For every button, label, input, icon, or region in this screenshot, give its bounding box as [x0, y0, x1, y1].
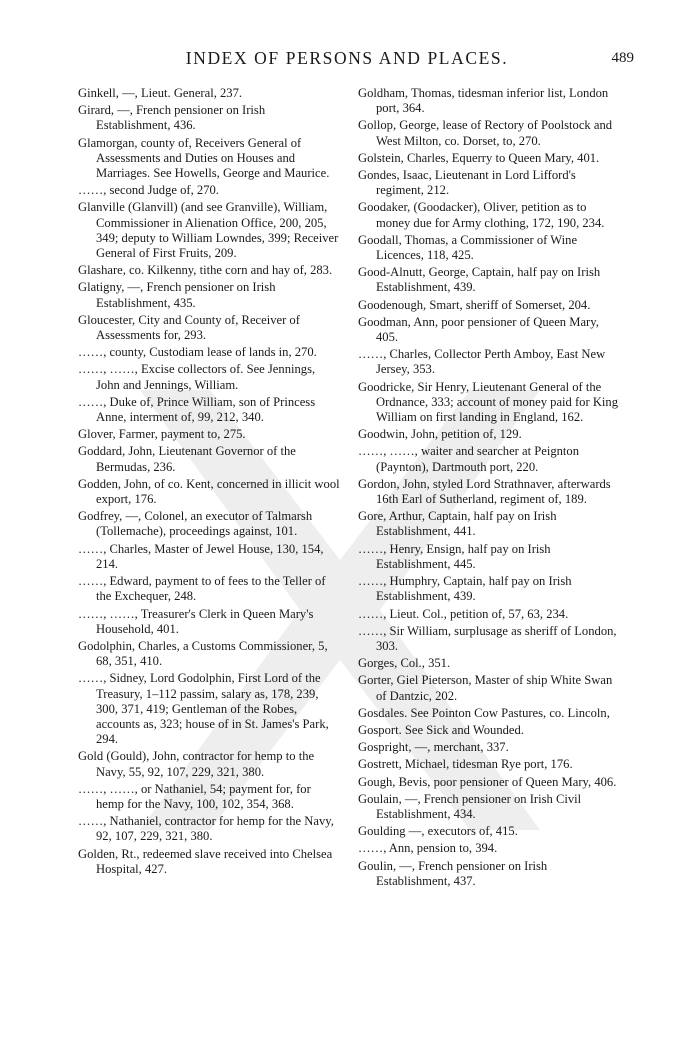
index-entry: Gosport. See Sick and Wounded. — [358, 722, 524, 737]
index-entry: Gough, Bevis, poor pensioner of Queen Mary, 406. — [358, 774, 617, 789]
index-entry: ……, Sidney, Lord Godolphin, First Lord of the Treasury, 1–112 passim, salary as, 178, 239, 300, 371, 419; Gentleman of the Robes, accounts as, 323; house of in St. James's Park, 294. — [78, 671, 329, 747]
page-number: 489 — [611, 50, 634, 66]
index-entry: Goulding —, executors of, 415. — [358, 824, 518, 839]
index-entry: Girard, —, French pensioner on Irish Establishment, 436. — [78, 103, 266, 133]
index-entry: ……, Lieut. Col., petition of, 57, 63, 234. — [358, 606, 569, 621]
index-entry: ……, Nathaniel, contractor for hemp for the Navy, 92, 107, 229, 321, 380. — [78, 814, 334, 844]
index-entry: Golstein, Charles, Equerry to Queen Mary, 401. — [358, 150, 600, 165]
index-entry: Golden, Rt., redeemed slave received into Chelsea Hospital, 427. — [78, 846, 333, 876]
index-entry: ……, county, Custodiam lease of lands in, 270. — [78, 345, 317, 360]
index-entry: Gordon, John, styled Lord Strathnaver, afterwards 16th Earl of Sutherland, regiment of, 189. — [358, 476, 611, 507]
running-title: INDEX OF PERSONS AND PLACES. — [185, 48, 509, 68]
index-entry: Glamorgan, county of, Receivers General of Assessments and Duties on Houses and Marriages. See Howells, George and Maurice. — [78, 135, 330, 181]
index-entry: ……, Edward, payment to of fees to the Teller of the Exchequer, 248. — [78, 574, 326, 604]
index-entry: Goodman, Ann, poor pensioner of Queen Mary, 405. — [358, 314, 599, 345]
index-entry: ……, ……, waiter and searcher at Peignton (Paynton), Dartmouth port, 220. — [358, 444, 580, 474]
index-entry: Goldham, Thomas, tidesman inferior list, London port, 364. — [358, 86, 609, 116]
index-entry: Gloucester, City and County of, Receiver of Assessments for, 293. — [78, 312, 300, 343]
index-entry: Glatigny, —, French pensioner on Irish Establishment, 435. — [78, 280, 276, 310]
index-entry: Gorter, Giel Pieterson, Master of ship White Swan of Dantzic, 202. — [358, 673, 613, 703]
index-entry: Gosdales. See Pointon Cow Pastures, co. Lincoln, — [358, 705, 610, 720]
index-entry: Goodall, Thomas, a Commissioner of Wine Licences, 118, 425. — [358, 232, 578, 263]
index-entry: ……, Charles, Master of Jewel House, 130, 154, 214. — [78, 541, 324, 571]
index-entry: Goddard, John, Lieutenant Governor of the Bermudas, 236. — [78, 444, 296, 474]
index-entry: Goulain, —, French pensioner on Irish Civil Establishment, 434. — [358, 791, 582, 821]
index-entry: ……, ……, or Nathaniel, 54; payment for, for hemp for the Navy, 100, 102, 354, 368. — [78, 781, 311, 811]
index-entry: Godolphin, Charles, a Customs Commissioner, 5, 68, 351, 410. — [78, 638, 328, 669]
index-entry: Gore, Arthur, Captain, half pay on Irish Establishment, 441. — [358, 509, 557, 539]
index-entry: Gondes, Isaac, Lieutenant in Lord Lifford's regiment, 212. — [358, 168, 576, 198]
index-entry: Goodwin, John, petition of, 129. — [358, 427, 522, 442]
index-entry: ……, Duke of, Prince William, son of Princess Anne, interment of, 99, 212, 340. — [78, 394, 316, 425]
index-entry: ……, Charles, Collector Perth Amboy, East New Jersey, 353. — [358, 347, 606, 377]
index-entry: Godfrey, —, Colonel, an executor of Talmarsh (Tollemache), proceedings against, 101. — [78, 509, 313, 539]
index-entry: Goodenough, Smart, sheriff of Somerset, 204. — [358, 297, 591, 312]
index-column-right — [358, 86, 620, 891]
index-entry: ……, Humphry, Captain, half pay on Irish Establishment, 439. — [358, 574, 572, 604]
index-entry: Glanville (Glanvill) (and see Granville), William, Commissioner in Alienation Office, 200, 205, 349; deputy to William Lowndes, 399; Receiver General of First Fruits, 209. — [78, 200, 339, 261]
page-header — [60, 48, 634, 78]
index-entry: ……, Sir William, surplusage as sheriff of London, 303. — [358, 623, 617, 653]
index-entry: Gollop, George, lease of Rectory of Poolstock and West Milton, co. Dorset, to, 270. — [358, 118, 613, 148]
index-entry: Glover, Farmer, payment to, 275. — [78, 427, 246, 442]
index-column-left — [78, 86, 340, 879]
index-entry: Gold (Gould), John, contractor for hemp to the Navy, 55, 92, 107, 229, 321, 380. — [78, 749, 315, 779]
index-entry: Gospright, —, merchant, 337. — [358, 740, 509, 755]
index-entry: Goulin, —, French pensioner on Irish Establishment, 437. — [358, 858, 548, 888]
index-entry: Ginkell, —, Lieut. General, 237. — [78, 86, 243, 100]
index-entry: Good-Alnutt, George, Captain, half pay on Irish Establishment, 439. — [358, 265, 601, 295]
index-entry: Glashare, co. Kilkenny, tithe corn and hay of, 283. — [78, 263, 333, 278]
index-entry: Gorges, Col., 351. — [358, 656, 451, 671]
index-entry: ……, ……, Treasurer's Clerk in Queen Mary's Household, 401. — [78, 606, 314, 636]
index-entry: Gostrett, Michael, tidesman Rye port, 176. — [358, 757, 573, 772]
index-entry: ……, ……, Excise collectors of. See Jennings, John and Jennings, William. — [78, 362, 316, 392]
index-entry: Goodaker, (Goodacker), Oliver, petition as to money due for Army clothing, 172, 190, 234. — [358, 200, 605, 230]
index-entry: ……, Ann, pension to, 394. — [358, 841, 498, 856]
index-entry: ……, second Judge of, 270. — [78, 183, 219, 198]
index-entry: Goodricke, Sir Henry, Lieutenant General of the Ordnance, 333; account of money paid for King William on first landing in England, 162. — [358, 379, 619, 425]
index-entry: ……, Henry, Ensign, half pay on Irish Establishment, 445. — [358, 541, 551, 571]
index-entry: Godden, John, of co. Kent, concerned in illicit wool export, 176. — [78, 476, 340, 507]
